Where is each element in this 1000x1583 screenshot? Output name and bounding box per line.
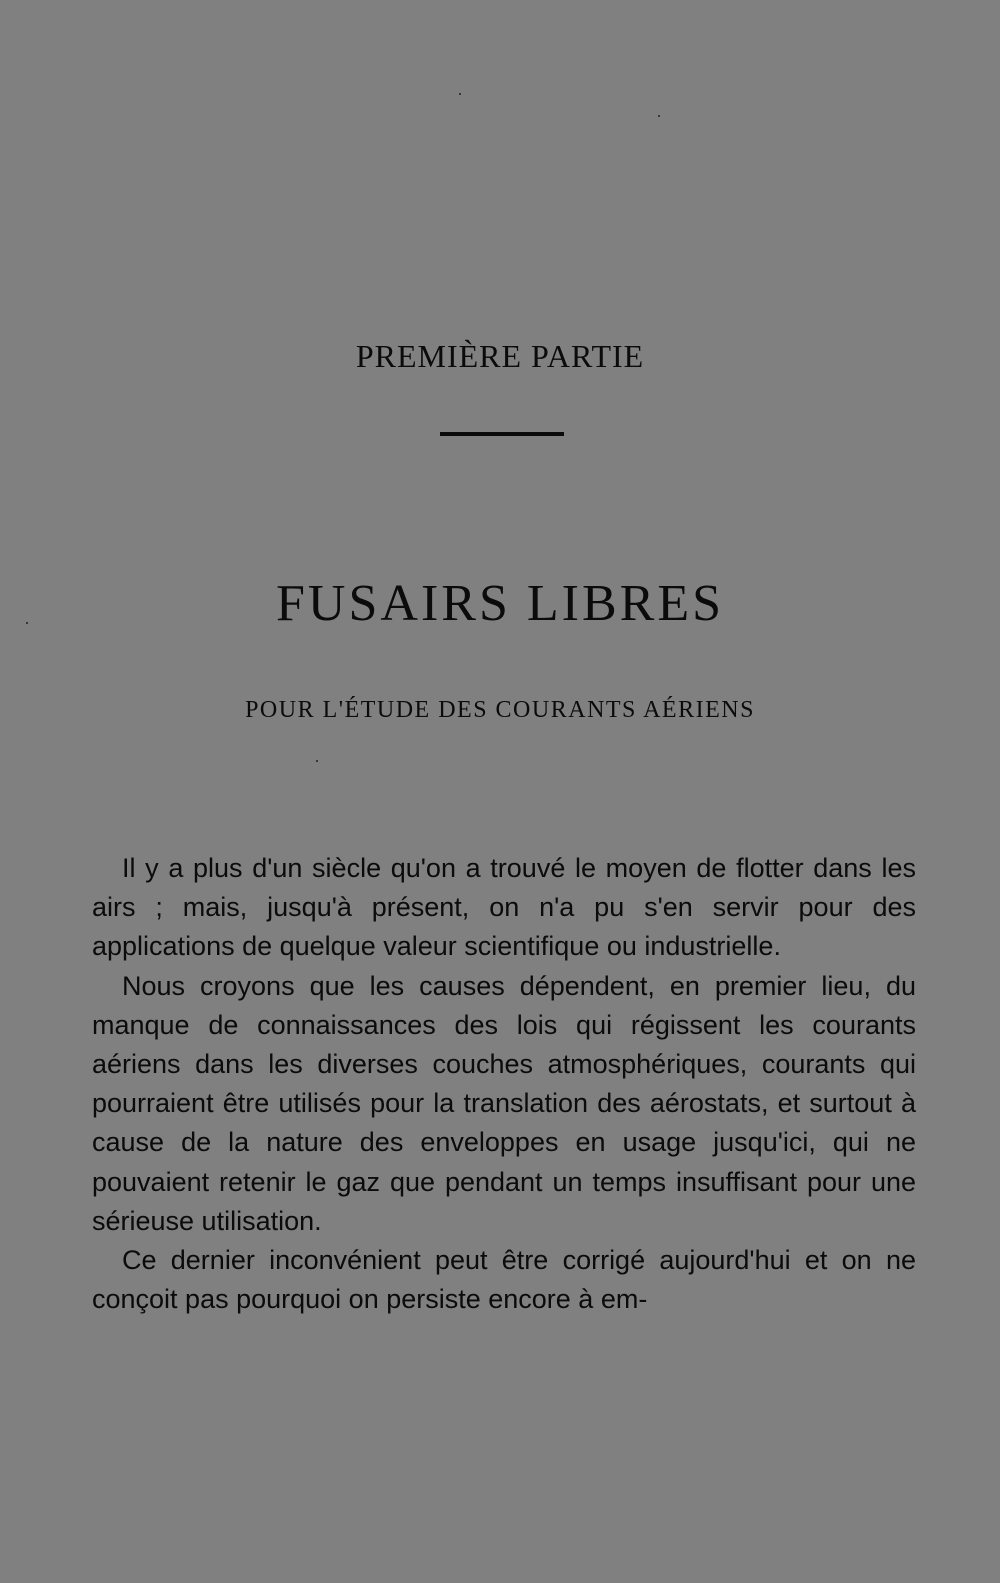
paragraph-1: Il y a plus d'un siècle qu'on a trouvé le moyen de flotter dans les airs ; mais, jusqu'à présent, on n'a pu s'en servir pour des applications de quelque valeur scientifique ou industrielle. <box>92 853 916 962</box>
heading-divider <box>440 432 564 436</box>
print-speck <box>459 93 461 95</box>
paragraph-2: Nous croyons que les causes dépendent, en premier lieu, du manque de connaissances des lois qui régissent les courants aériens dans les diverses couches atmosphériques, courants qui pourraient être utilisés pour la translation des aérostats, et surtout à cause de la nature des enveloppes en usage jusqu'ici, qui ne pouvaient retenir le gaz que pendant un temps insuffisant pour une sérieuse utilisation. <box>92 970 916 1236</box>
chapter-subtitle: POUR L'ÉTUDE DES COURANTS AÉRIENS <box>245 697 755 723</box>
chapter-title: FUSAIRS LIBRES <box>276 575 724 632</box>
part-heading: PREMIÈRE PARTIE <box>355 338 645 374</box>
print-speck <box>316 760 318 762</box>
print-speck <box>26 622 28 624</box>
print-speck <box>658 115 660 117</box>
paragraph-3: Ce dernier inconvénient peut être corrigé aujourd'hui et on ne conçoit pas pourquoi on persiste encore à em- <box>92 1245 916 1315</box>
body-text <box>92 849 916 1319</box>
